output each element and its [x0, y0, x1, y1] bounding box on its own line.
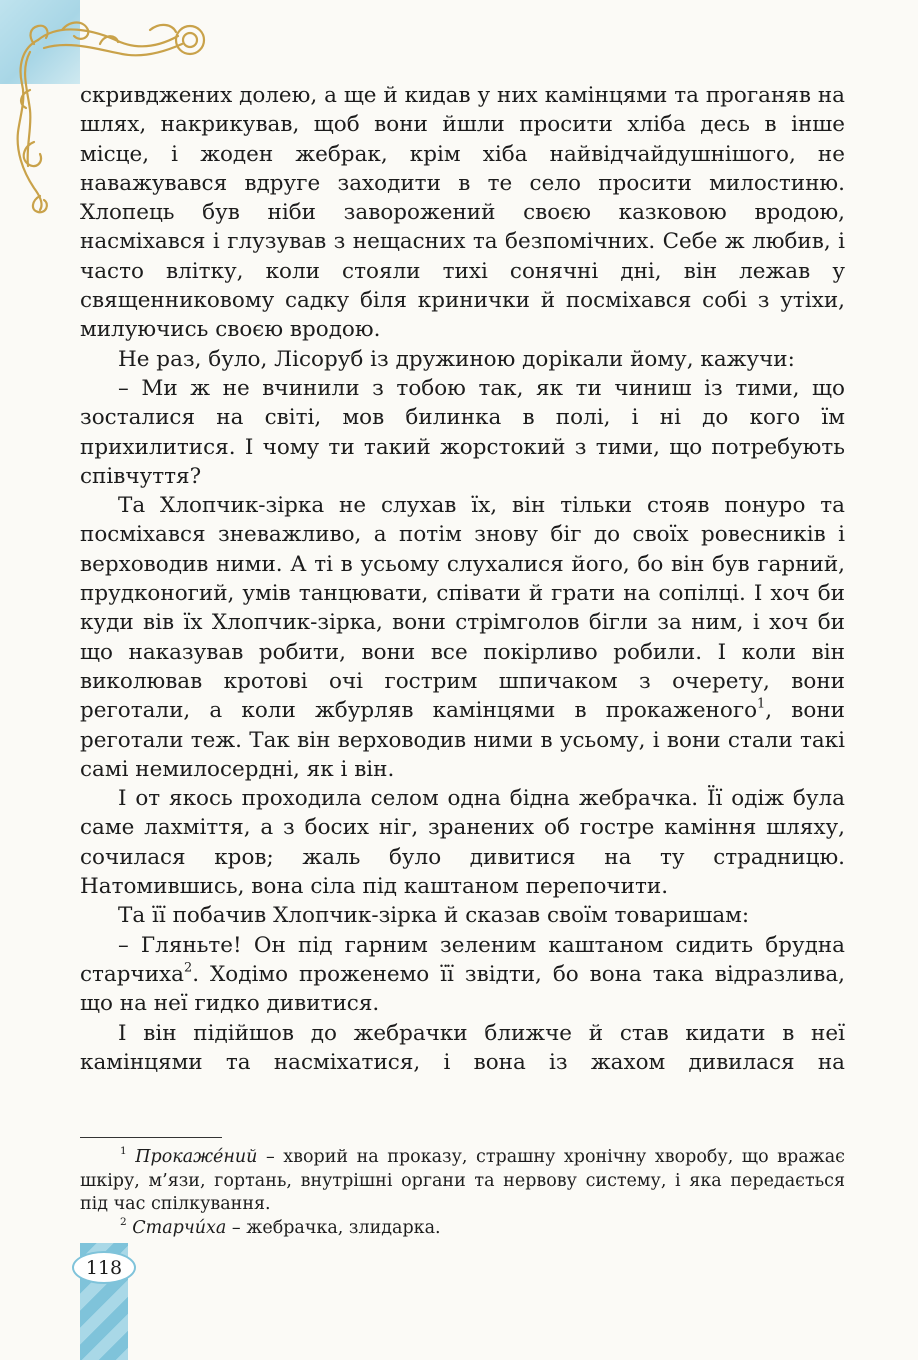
- paragraph-4: Та Хлопчик-зірка не слухав їх, він тільки стояв понуро та посміхався зневажливо, а потім знову біг до своїх ровесників і верховодив ними. А ті в усьому слухалися його, бо він був гарний, прудконогий, умів танцювати, співати й грати на сопілці. І хоч би куди вів їх Хлопчик-зірка, вони стрімголов бігли за ним, і хоч би що наказував робити, вони все покірливо робили. І коли він виколював кротові очі гострим шпичаком з очерету, вони реготали, а коли жбурляв камінцями в прокаженого$^1$, вони реготали теж. Так він верховодив ними в усьому, і вони стали такі самі немилосердні, як і він.: [80, 493, 845, 782]
- main-text: [80, 81, 845, 1077]
- page-number: 118: [72, 1251, 136, 1284]
- footnote-term: Старчи́ха: [132, 1217, 227, 1238]
- paragraph-1: скривджених долею, а ще й кидав у них камінцями та проганяв на шлях, накрикував, щоб вони йшли просити хліба десь в інше місце, і жоден жебрак, крім хіба найвідчайдушнішого, не наважувався вдруге заходити в те село просити милостиню. Хлопець був ніби заворожений своєю казковою вродою, насміхався і глузував з нещасних та безпомічних. Себе ж любив, і часто влітку, коли стояли тихі сонячні дні, він лежав у священниковому садку біля кринички й посміхався собі з утіхи, милуючись своєю вродою.: [80, 83, 845, 343]
- footnote-ref-1: 1: [757, 696, 766, 712]
- footnote-ref-2: 2: [184, 960, 193, 976]
- paragraph-5: І от якось проходила селом одна бідна жебрачка. Її одіж була саме лахміття, а з босих ніг, зранених об гостре каміння шляху, сочилася кров; жаль було дивитися на ту страдницю. Натомившись, вона сіла під каштаном перепочити.: [80, 786, 845, 900]
- footnote-divider: [80, 1137, 222, 1138]
- paragraph-2: Не раз, було, Лісоруб із дружиною дорікали йому, кажучи:: [118, 346, 795, 372]
- footnotes: [80, 1146, 845, 1240]
- paragraph-8: І він підійшов до жебрачки ближче й став кидати в неї камінцями та насміхатися, і вона із жахом дивилася на: [80, 1020, 845, 1075]
- paragraph-7: – Гляньте! Он під гарним зеленим каштаном сидить брудна старчиха$^2$. Ходімо проженемо її звідти, бо вона така відразлива, що на неї гидко дивитися.: [80, 932, 845, 1017]
- footnote-term: Прокаже́ний: [135, 1147, 258, 1167]
- footnote-1: $^1$ Прокаже́ний – хворий на проказу, страшну хронічну хворобу, що вражає шкіру, м’язи, гортань, внутрішні органи та нервову систему, і яка передається під час спілкування.: [80, 1145, 845, 1214]
- footnote-2: $^2$ Старчи́ха – жебрачка, злидарка.: [120, 1215, 441, 1238]
- paragraph-3: – Ми ж не вчинили з тобою так, як ти чиниш із тими, що зосталися на світі, мов билинка в полі, і ні до кого їм прихилитися. І чому ти такий жорстокий з тими, що потребують співчуття?: [80, 375, 845, 489]
- paragraph-6: Та її побачив Хлопчик-зірка й сказав своїм товаришам:: [118, 903, 750, 929]
